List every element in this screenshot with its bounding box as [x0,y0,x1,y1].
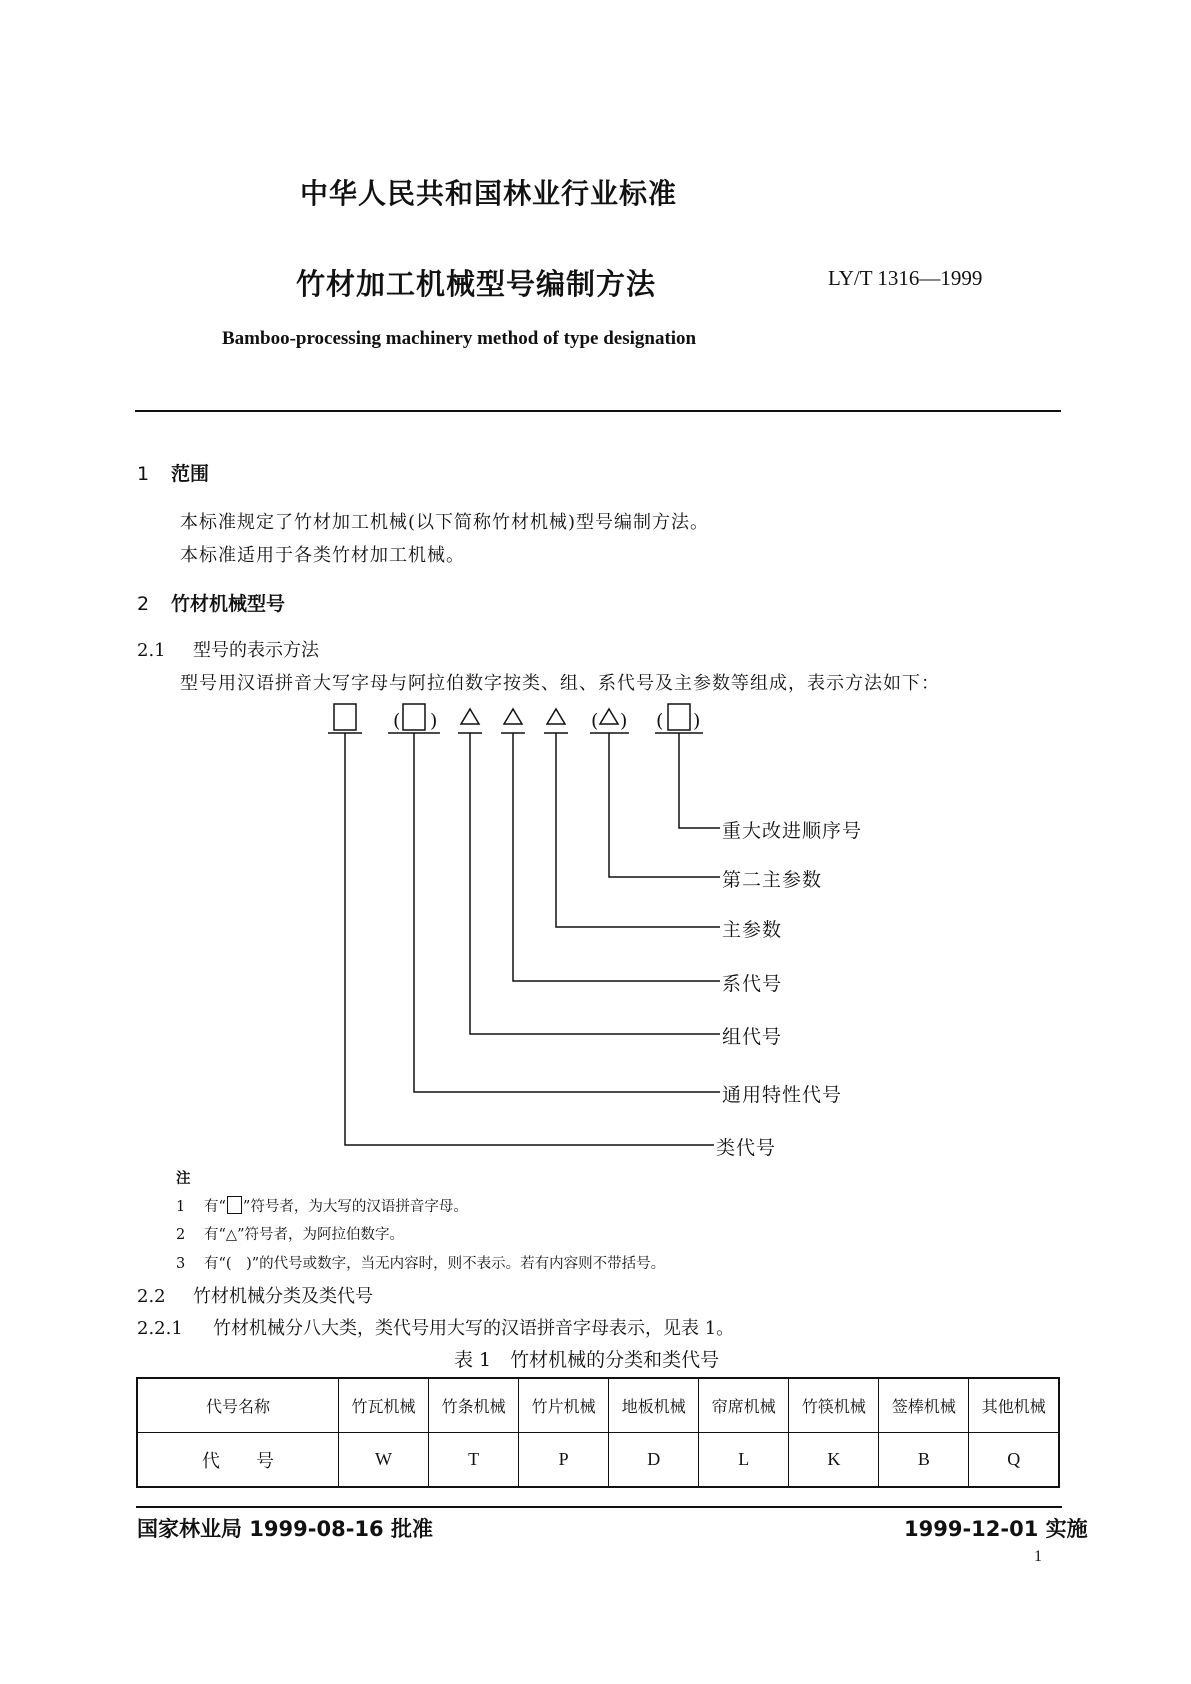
note-number: 3 [176,1256,186,1272]
section-number: 1 [137,463,150,485]
section-title: 竹材机械型号 [171,593,286,615]
general-feature-close-paren: ) [430,710,438,732]
table-cell-name: 帘席机械 [699,1378,789,1433]
leader-main-parameter [556,733,720,927]
class-code-box [334,704,356,730]
table-cell-name: 其他机械 [969,1378,1059,1433]
row-header-names: 代号名称 [137,1378,339,1433]
leader-series-code [513,733,720,981]
note-3 [176,1252,665,1273]
note-number: 2 [176,1227,186,1243]
general-feature-box [403,704,425,730]
second-parameter-close-paren: ) [620,710,628,732]
table-cell-code: B [879,1433,969,1488]
page-number: 1 [1034,1548,1042,1565]
leader-general-feature [414,733,720,1092]
table-cell-name: 竹瓦机械 [339,1378,429,1433]
table-cell-code: Q [969,1433,1059,1488]
section-2-2-1-paragraph [137,1314,734,1340]
table-cell-code: T [429,1433,519,1488]
notes-heading: 注 [176,1171,191,1187]
section-number: 2.2.1 [137,1318,183,1339]
main-parameter-triangle [547,709,565,724]
table-1-caption: 表 1 竹材机械的分类和类代号 [454,1349,720,1371]
series-code-triangle [504,709,522,724]
table-cell-name: 签棒机械 [879,1378,969,1433]
section-number: 2.2 [137,1286,166,1307]
improvement-open-paren: ( [656,710,664,732]
second-parameter-triangle [600,709,618,724]
note-text: 有“△”符号者，为阿拉伯数字。 [204,1227,404,1243]
section-1-paragraph-1: 本标准规定了竹材加工机械(以下简称竹材机械)型号编制方法。 [180,512,710,533]
row-header-codes: 代 号 [137,1433,339,1488]
label-general-feature-code: 通用特性代号 [722,1084,843,1106]
label-main-parameter: 主参数 [722,919,783,941]
table-cell-name: 竹片机械 [519,1378,609,1433]
note-1 [176,1195,468,1216]
improvement-number-box [668,704,690,730]
note-number: 1 [176,1199,186,1215]
section-number: 2.1 [137,640,166,661]
note-text: 有“( )”的代号或数字，当无内容时，则不表示。若有内容则不带括号。 [204,1256,666,1272]
effective-date: 1999-12-01 实施 [904,1517,1088,1541]
table-cell-code: D [609,1433,699,1488]
document-title-english: Bamboo-processing machinery method of type designation [222,328,697,349]
general-feature-open-paren: ( [393,710,401,732]
document-title: 竹材加工机械型号编制方法 [296,267,657,301]
section-text: 竹材机械分八大类，类代号用大写的汉语拼音字母表示，见表 1。 [213,1318,735,1339]
letter-box-icon [227,1196,242,1214]
leader-improvement [679,733,720,828]
table-row-codes [137,1433,1059,1488]
table-cell-name: 竹筷机械 [789,1378,879,1433]
classification-table [136,1377,1060,1488]
standard-code: LY/T 1316—1999 [828,266,983,290]
table-cell-code: P [519,1433,609,1488]
section-2-1-text: 型号用汉语拼音大写字母与阿拉伯数字按类、组、系代号及主参数等组成，表示方法如下： [180,673,940,694]
leader-group-code [470,733,720,1034]
approval-statement: 国家林业局 1999-08-16 批准 [137,1517,433,1541]
second-parameter-open-paren: ( [591,710,599,732]
label-series-code: 系代号 [722,973,783,995]
table-row-names [137,1378,1059,1433]
note-2 [176,1223,404,1244]
group-code-triangle [461,709,479,724]
label-second-parameter: 第二主参数 [722,869,823,891]
improvement-close-paren: ) [693,710,701,732]
footer-divider [136,1506,1062,1508]
section-1-paragraph-2: 本标准适用于各类竹材加工机械。 [180,545,465,566]
table-cell-code: L [699,1433,789,1488]
table-cell-code: W [339,1433,429,1488]
standard-type-heading: 中华人民共和国林业行业标准 [300,177,678,210]
label-class-code: 类代号 [716,1137,777,1159]
table-cell-name: 竹条机械 [429,1378,519,1433]
leader-second-parameter [609,733,720,877]
note-text-prefix: 有“ [204,1199,226,1215]
label-group-code: 组代号 [722,1026,783,1048]
table-cell-code: K [789,1433,879,1488]
section-number: 2 [137,593,150,615]
section-title: 范围 [171,463,210,485]
table-cell-name: 地板机械 [609,1378,699,1433]
section-title: 竹材机械分类及类代号 [193,1286,373,1307]
note-text-suffix: ”符号者，为大写的汉语拼音字母。 [242,1199,468,1215]
section-2-2-heading [137,1282,373,1308]
label-improvement-number: 重大改进顺序号 [722,820,863,842]
section-title: 型号的表示方法 [193,640,319,661]
leader-class-code [345,733,714,1145]
